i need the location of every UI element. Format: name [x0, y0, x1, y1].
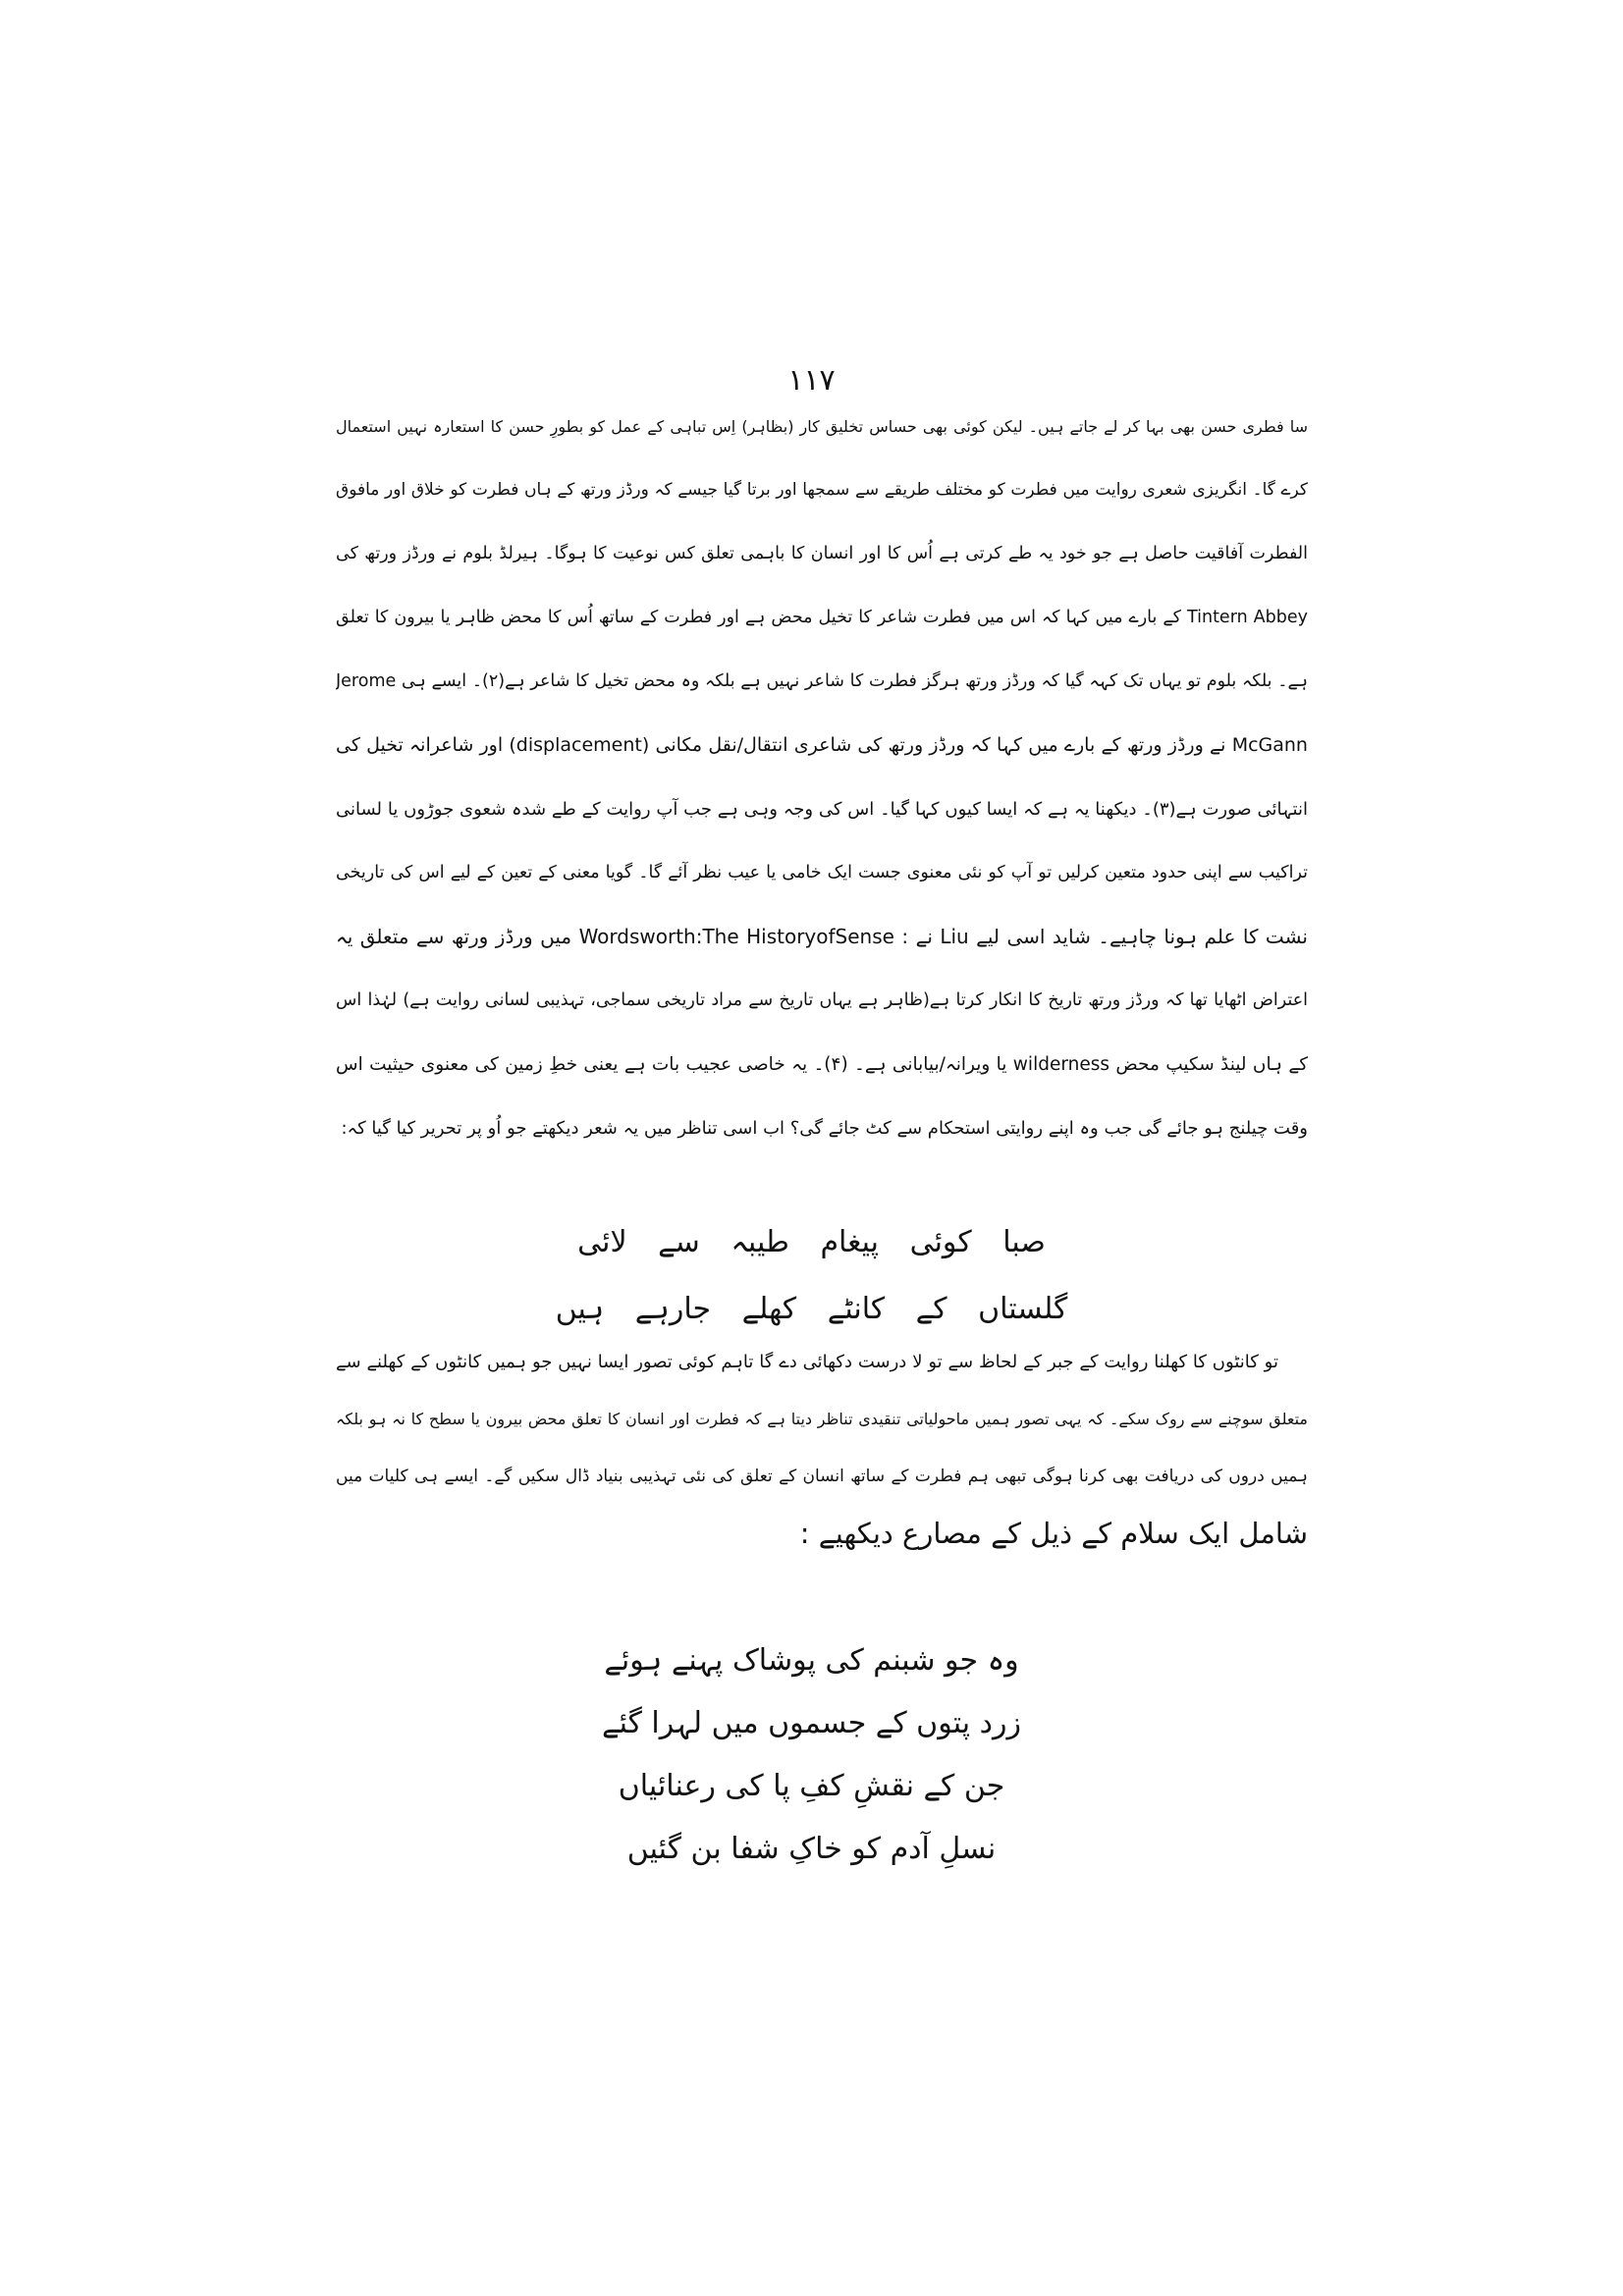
- poem-stanza: [0, 1629, 1623, 1881]
- verse-line: زرد پتوں کے جسموں میں لہرا گئے: [601, 1706, 1021, 1740]
- poem-couplet: [0, 1209, 1623, 1343]
- verse-line: صبا کوئی پیغام طیبہ سے لائی: [577, 1225, 1046, 1259]
- text-line: McGann نے ورڈز ورتھ کے بارے میں کہا کہ ورڈز ورتھ کی شاعری انتقال/نقل مکانی (displacement) اور شاعرانہ تخیل کی: [336, 734, 1308, 756]
- text-line: الفطرت آفاقیت حاصل ہے جو خود یہ طے کرتی ہے اُس کا اور انسان کا باہمی تعلق کس نوعیت کا ہوگا۔ ہیرلڈ بلوم نے ورڈز ورتھ کی: [336, 544, 1308, 563]
- text-line: نشت کا علم ہونا چاہیے۔ شاید اسی لیے Liu نے : Wordsworth:The HistoryofSense میں ورڈز ورتھ سے متعلق یہ: [336, 925, 1308, 948]
- text-line: کے ہاں لینڈ سکیپ محض wilderness یا ویرانہ/بیابانی ہے۔ (۴)۔ یہ خاصی عجیب بات ہے یعنی خطِ زمین کی معنوی حیثیت اس: [336, 1054, 1308, 1075]
- verse-line: گلستاں کے کانٹے کھلے جارہے ہیں: [555, 1292, 1068, 1326]
- page-number: ۱۱۷: [787, 363, 836, 398]
- paragraph-1: [336, 395, 1308, 1160]
- text-line: Tintern Abbey کے بارے میں کہا کہ اس میں فطرت شاعر کا تخیل محض ہے اور فطرت کے ساتھ اُس کا محض ظاہر یا بیرون کا تعلق: [336, 608, 1308, 627]
- text-line: انتہائی صورت ہے(۳)۔ دیکھنا یہ ہے کہ ایسا کیوں کہا گیا۔ اس کی وجہ وہی ہے جب آپ روایت کے طے شدہ شعوی جوڑوں یا لسانی: [336, 799, 1308, 820]
- text-line: اعتراض اٹھایا تھا کہ ورڈز ورتھ تاریخ کا انکار کرتا ہے(ظاہر ہے یہاں تاریخ سے مراد تاریخی سماجی، تہذیبی لسانی روایت ہے) لہٰذا اس: [336, 990, 1308, 1010]
- paragraph-2: [336, 1334, 1308, 1562]
- text-line: تو کانٹوں کا کھلنا روایت کے جبر کے لحاظ سے تو لا درست دکھائی دے گا تاہم کوئی تصور ایسا نہیں جو ہمیں کانٹوں کے کھلنے سے: [336, 1352, 1278, 1372]
- text-line: متعلق سوچنے سے روک سکے۔ کہ یہی تصور ہمیں ماحولیاتی تنقیدی تناظر دیتا ہے کہ فطرت اور انسان کا تعلق محض بیرون یا سطح کا نہ ہو بلکہ: [336, 1410, 1308, 1428]
- verse-line: جن کے نقشِ کفِ پا کی رعنائیاں: [618, 1769, 1005, 1803]
- text-line: شامل ایک سلام کے ذیل کے مصارع دیکھیے :: [799, 1517, 1308, 1550]
- text-line: سا فطری حسن بھی بہا کر لے جاتے ہیں۔ لیکن کوئی بھی حساس تخلیق کار (بظاہر) اِس تباہی کے عمل کو بطورِ حسن کا استعارہ نہیں استعمال: [336, 417, 1308, 436]
- text-line: کرے گا۔ انگریزی شعری روایت میں فطرت کو مختلف طریقے سے سمجھا اور برتا گیا جیسے کہ ورڈز ورتھ کے ہاں فطرت کو خلاق اور مافوق: [336, 480, 1308, 500]
- verse-line: وہ جو شبنم کی پوشاک پہنے ہوئے: [604, 1643, 1019, 1678]
- text-line: تراکیب سے اپنی حدود متعین کرلیں تو آپ کو نئی معنوی جست ایک خامی یا عیب نظر آئے گا۔ گویا معنی کے تعین کے لیے اس کی تاریخی: [336, 863, 1308, 882]
- verse-line: نسلِ آدم کو خاکِ شفا بن گئیں: [626, 1832, 997, 1866]
- text-line: ہے۔ بلکہ بلوم تو یہاں تک کہہ گیا کہ ورڈز ورتھ ہرگز فطرت کا شاعر نہیں ہے بلکہ وہ محض تخیل کا شاعر ہے(۲)۔ ایسے ہی Jerome: [336, 671, 1308, 691]
- text-line: ہمیں دروں کی دریافت بھی کرنا ہوگی تبھی ہم فطرت کے ساتھ انسان کے تعلق کی نئی تہذیبی بنیاد ڈال سکیں گے۔ ایسے ہی کلیات میں: [336, 1467, 1308, 1486]
- text-line: وقت چیلنج ہو جائے گی جب وہ اپنے روایتی استحکام سے کٹ جائے گی؟ اب اسی تناظر میں یہ شعر دیکھتے جو اُو پر تحریر کیا گیا کہ:: [341, 1118, 1308, 1139]
